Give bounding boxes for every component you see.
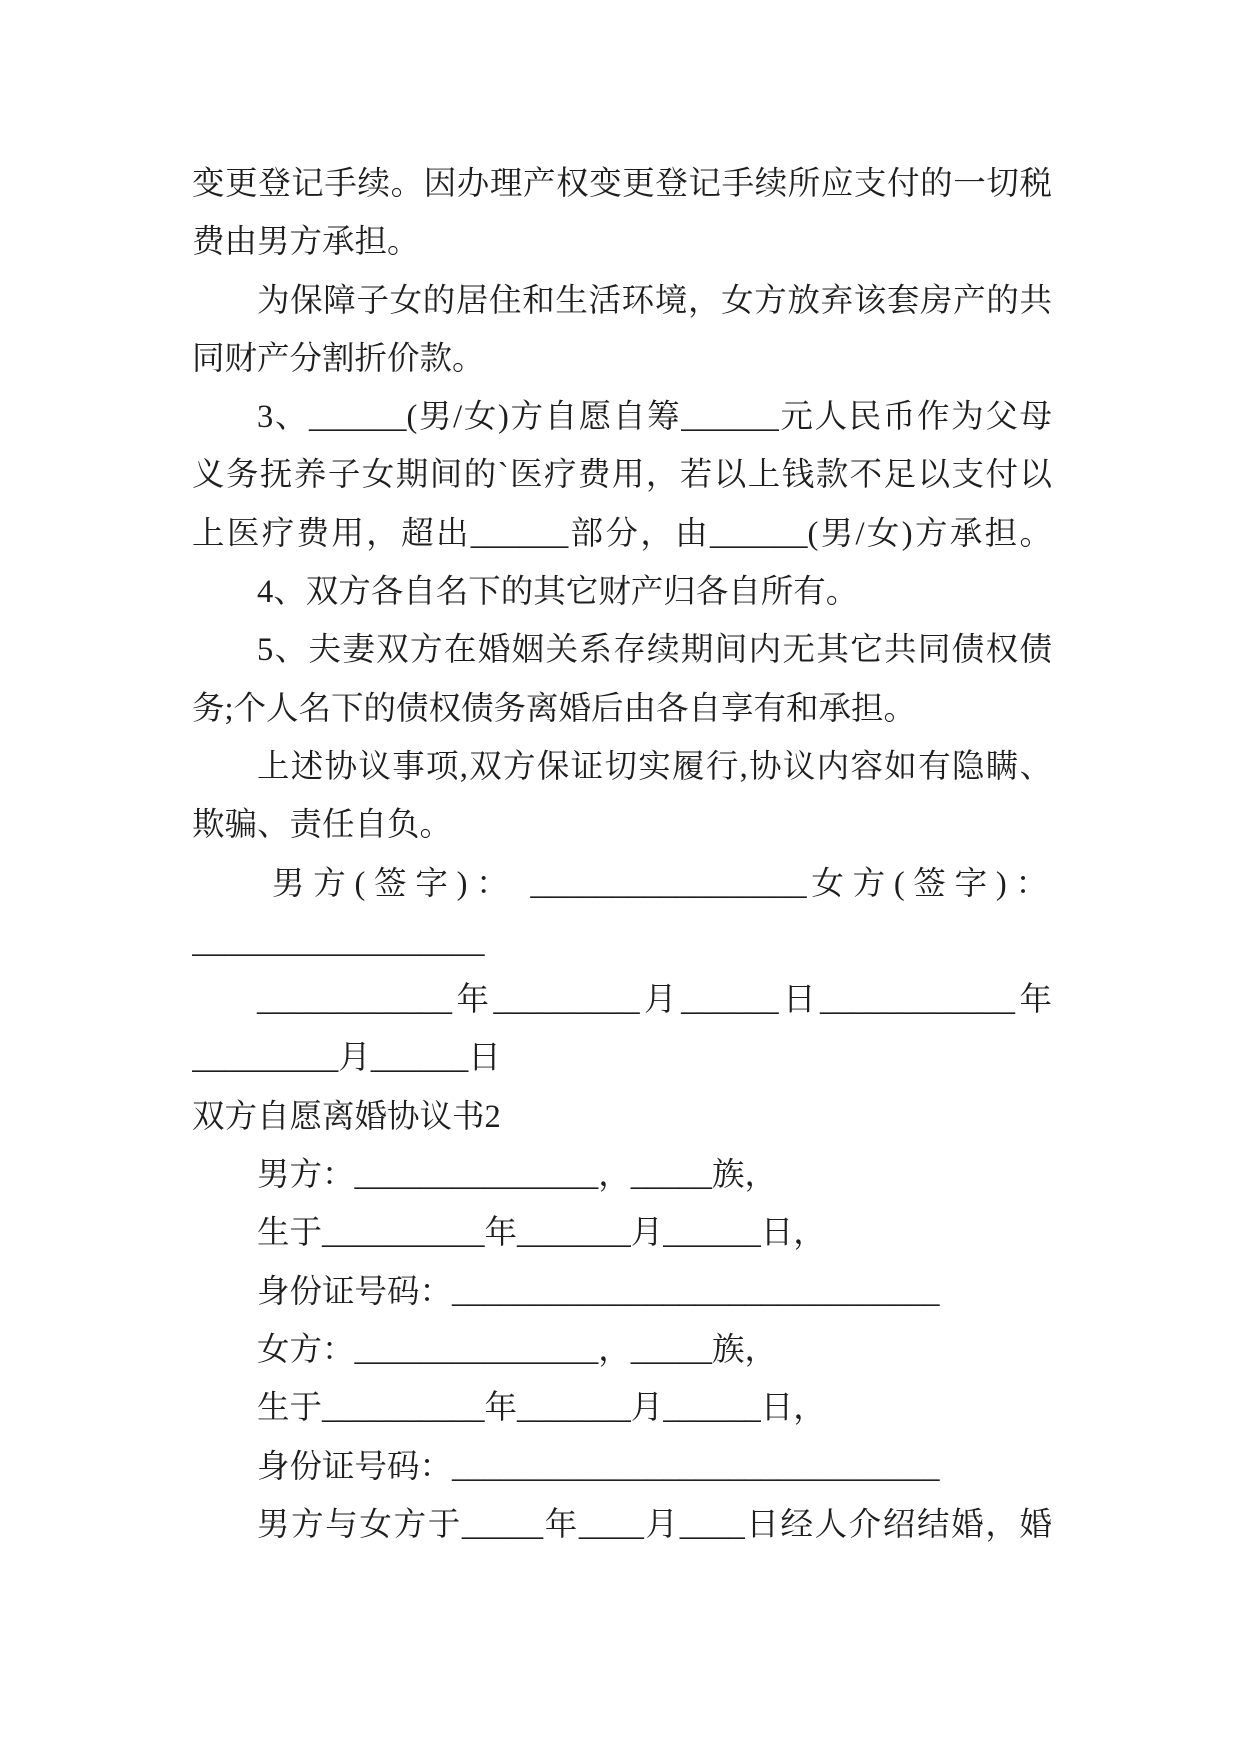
female-signature-blank: __________________ [192, 923, 485, 960]
clause-3-line-2: 义务抚养子女期间的`医疗费用，若以上钱款不足以支付以 [192, 457, 1052, 494]
male-signature-label: 男方(签字)： [272, 865, 518, 902]
clause-2-note-line-2: 同财产分割折价款。 [192, 340, 485, 377]
male-name-line: 男方：_______________，_____族， [257, 1157, 778, 1194]
clause-5-line-2: 务;个人名下的债权债务离婚后由各自享有和承担。 [192, 690, 917, 727]
female-birth-line: 生于__________年_______月______日， [257, 1390, 826, 1427]
clause-4-line-1: 4、双方各自名下的其它财产归各自所有。 [257, 574, 859, 611]
date-line-1: ____________年_________月______日____________年 [257, 982, 1052, 1019]
clause-2-end-line-2: 费由男方承担。 [192, 224, 420, 261]
date-line-2: _________月______日 [192, 1040, 501, 1077]
signature-line [192, 855, 1052, 913]
closing-line-2: 欺骗、责任自负。 [192, 807, 453, 844]
clause-2-end-line-1: 变更登记手续。因办理产权变更登记手续所应支付的一切税 [192, 166, 1052, 202]
document-body [192, 155, 1052, 1554]
clause-3-line-1: 3、______(男/女)方自愿自筹______元人民币作为父母 [257, 399, 1052, 436]
clause-3-line-3: 上医疗费用，超出______部分，由______(男/女)方承担。 [192, 515, 1052, 552]
marriage-line: 男方与女方于_____年____月____日经人介绍结婚，婚 [257, 1506, 1052, 1543]
male-birth-line: 生于__________年_______月______日， [257, 1215, 826, 1252]
female-signature-label: 女方(签字)： [806, 865, 1052, 902]
female-name-line: 女方：_______________，_____族， [257, 1331, 778, 1368]
male-id-line: 身份证号码：______________________________ [257, 1273, 940, 1310]
clause-5-line-1: 5、夫妻双方在婚姻关系存续期间内无其它共同债权债 [257, 632, 1052, 669]
clause-2-note-line-1: 为保障子女的居住和生活环境，女方放弃该套房产的共 [257, 282, 1052, 319]
male-signature-blank: _________________ [530, 865, 807, 902]
agreement-2-title: 双方自愿离婚协议书2 [192, 1098, 501, 1135]
closing-line-1: 上述协议事项,双方保证切实履行,协议内容如有隐瞒、 [257, 748, 1052, 785]
female-id-line: 身份证号码：______________________________ [257, 1448, 940, 1485]
